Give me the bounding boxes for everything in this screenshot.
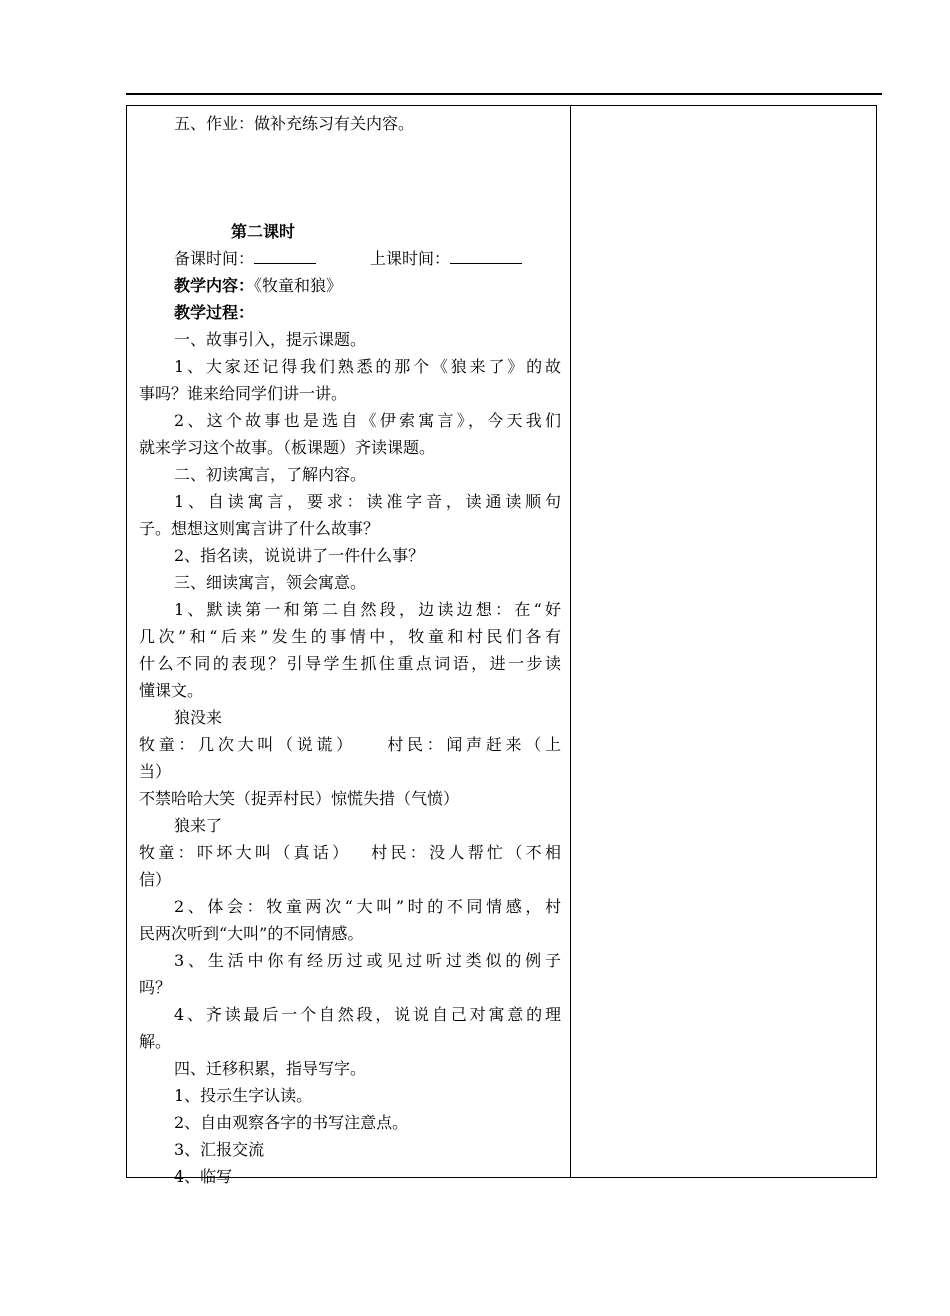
text-line: 就来学习这个故事。（板课题）齐读课题。 bbox=[139, 438, 436, 457]
time-line bbox=[139, 245, 561, 272]
prep-time-label: 备课时间： bbox=[174, 249, 255, 268]
text-line: 3、汇报交流 bbox=[174, 1140, 265, 1159]
text-line: 不禁哈哈大笑（捉弄村民）惊慌失措（气愤） bbox=[139, 789, 460, 808]
text-line: 1、投示生字认读。 bbox=[174, 1086, 313, 1105]
text-line: 2、体会：牧童两次“大叫”时的不同情感，村 bbox=[174, 897, 561, 916]
text-line: 狼没来 bbox=[174, 708, 223, 727]
text-line: 三、细读寓言，领会寓意。 bbox=[174, 573, 367, 592]
text-line: 什么不同的表现？引导学生抓住重点词语，进一步读 bbox=[139, 654, 561, 673]
text-line: 牧童：几次大叫（说谎） 村民：闻声赶来（上 bbox=[139, 735, 561, 754]
text-line: 信） bbox=[139, 870, 172, 889]
text-line: 吗？ bbox=[139, 978, 172, 997]
text-line: 民两次听到“大叫”的不同情感。 bbox=[139, 924, 364, 943]
notes-column bbox=[571, 106, 876, 1177]
process-label: 教学过程： bbox=[174, 303, 255, 322]
content-label: 教学内容： bbox=[174, 276, 255, 295]
prep-time-blank bbox=[254, 245, 316, 264]
class-time-blank bbox=[450, 245, 522, 264]
text-line: 子。想想这则寓言讲了什么故事？ bbox=[139, 519, 380, 538]
spacer bbox=[139, 137, 561, 218]
text-line: 1、自读寓言，要求：读准字音，读通读顺句 bbox=[174, 492, 561, 511]
text-line: 事吗？谁来给同学们讲一讲。 bbox=[139, 384, 348, 403]
text-line: 一、故事引入，提示课题。 bbox=[174, 330, 367, 349]
text-line: 狼来了 bbox=[174, 816, 223, 835]
text-line: 2、自由观察各字的书写注意点。 bbox=[174, 1113, 409, 1132]
text-line: 懂课文。 bbox=[139, 681, 204, 700]
text-line: 3、生活中你有经历过或见过听过类似的例子 bbox=[174, 951, 561, 970]
lesson-content-cell bbox=[139, 110, 561, 1190]
text-line: 四、迁移积累，指导写字。 bbox=[174, 1059, 367, 1078]
text-line: 牧童：吓坏大叫（真话） 村民：没人帮忙（不相 bbox=[139, 843, 561, 862]
lesson-title: 第二课时 bbox=[231, 222, 296, 241]
class-time-label: 上课时间： bbox=[370, 249, 451, 268]
text-line: 2、这个故事也是选自《伊索寓言》，今天我们 bbox=[174, 411, 561, 430]
homework-line: 五、作业：做补充练习有关内容。 bbox=[174, 114, 415, 133]
header-rule bbox=[126, 93, 882, 95]
text-line: 4、齐读最后一个自然段，说说自己对寓意的理 bbox=[174, 1005, 561, 1024]
text-line: 4、临写 bbox=[174, 1167, 233, 1186]
content-line bbox=[139, 272, 561, 299]
text-line: 解。 bbox=[139, 1032, 172, 1051]
text-line: 二、初读寓言，了解内容。 bbox=[174, 465, 367, 484]
text-line: 当） bbox=[139, 762, 172, 781]
text-line: 1、大家还记得我们熟悉的那个《狼来了》的故 bbox=[174, 357, 561, 376]
text-line: 1、默读第一和第二自然段，边读边想：在“好 bbox=[174, 600, 561, 619]
text-line: 2、指名读，说说讲了一件什么事？ bbox=[174, 546, 425, 565]
text-line: 几次”和“后来”发生的事情中，牧童和村民们各有 bbox=[139, 627, 561, 646]
content-value: 《牧童和狼》 bbox=[254, 276, 343, 295]
lesson-plan-table bbox=[126, 105, 877, 1186]
